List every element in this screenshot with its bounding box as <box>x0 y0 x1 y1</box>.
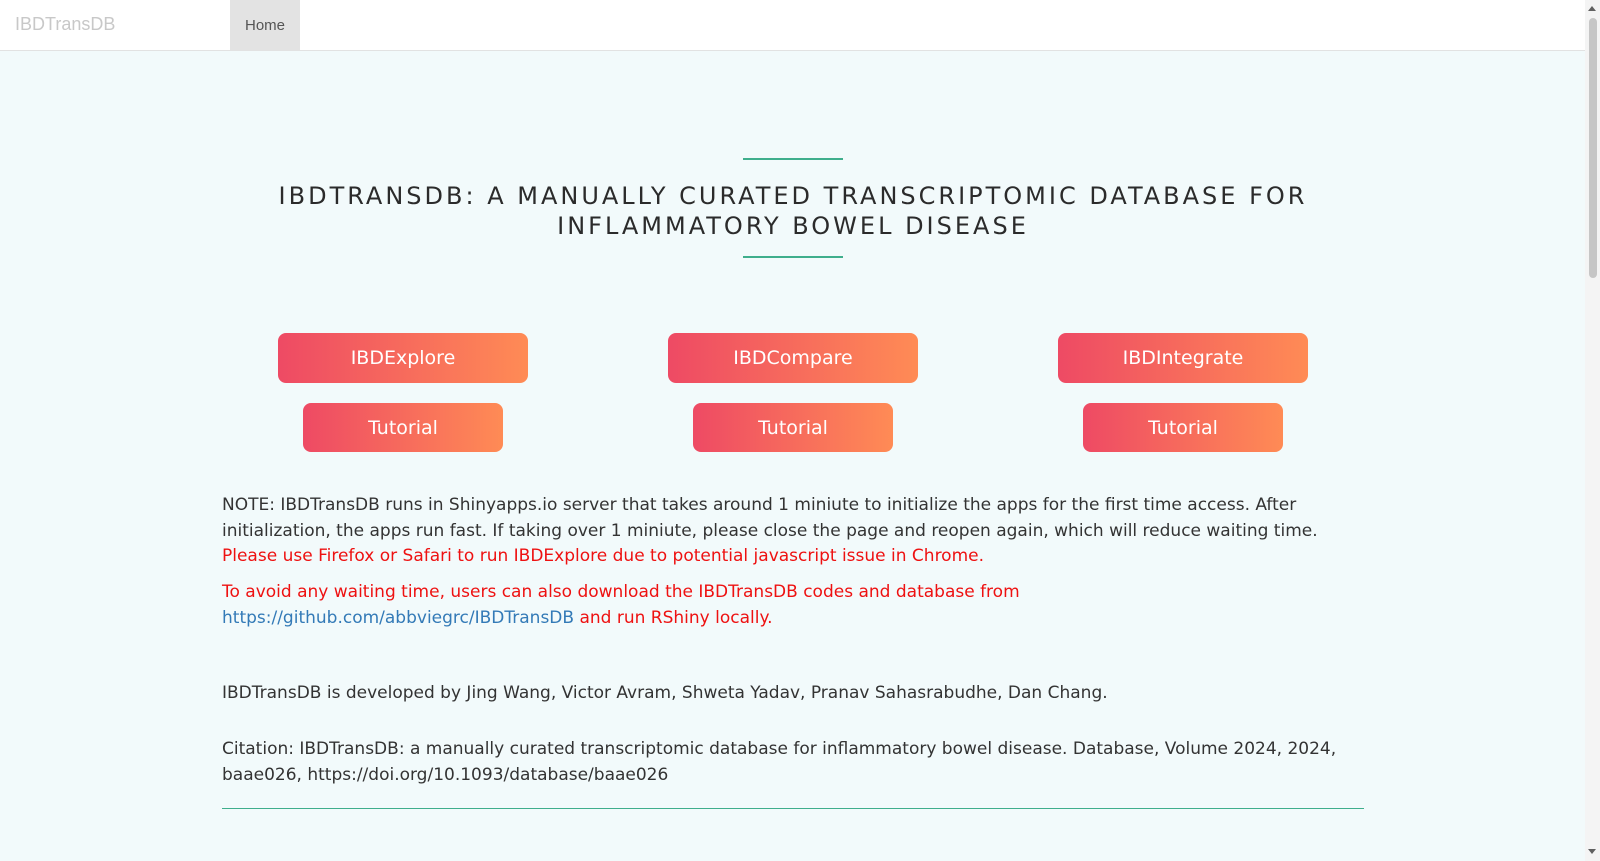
note-paragraph <box>222 493 1364 570</box>
ibdcompare-button[interactable]: IBDCompare <box>668 333 918 383</box>
scroll-up-arrow-icon[interactable] <box>1588 6 1596 11</box>
note-text: NOTE: IBDTransDB runs in Shinyapps.io server that takes around 1 miniute to initialize the apps for the first time access. After initialization, the apps run fast. If taking over 1 miniute, please close the page and reopen again, which will reduce waiting time. <box>222 495 1318 541</box>
nav-tab-home[interactable]: Home <box>230 0 300 50</box>
title-top-divider <box>743 158 843 160</box>
citation-text: Citation: IBDTransDB: a manually curated transcriptomic database for inflammatory bowel disease. Database, Volume 2024, 2024, baae026, https://doi.org/10.1093/database/baae026 <box>222 739 1337 785</box>
developers-text: IBDTransDB is developed by Jing Wang, Victor Avram, Shweta Yadav, Pranav Sahasrabudhe, Dan Chang. <box>222 683 1108 703</box>
title-bottom-divider <box>743 256 843 258</box>
ibdcompare-tutorial-button[interactable]: Tutorial <box>693 403 893 452</box>
page-title-line1: IBDTRANSDB: A MANUALLY CURATED TRANSCRIPTOMIC DATABASE FOR <box>278 182 1308 210</box>
ibdintegrate-tutorial-button[interactable]: Tutorial <box>1083 403 1283 452</box>
brand-title[interactable]: IBDTransDB <box>15 14 116 34</box>
download-paragraph <box>222 580 1364 631</box>
ibdexplore-button[interactable]: IBDExplore <box>278 333 528 383</box>
footer-divider <box>222 808 1364 809</box>
scrollbar-thumb[interactable] <box>1589 18 1597 278</box>
page-title <box>222 181 1364 241</box>
browser-warning-text: Please use Firefox or Safari to run IBDExplore due to potential javascript issue in Chrome. <box>222 546 985 566</box>
page-title-line2: INFLAMMATORY BOWEL DISEASE <box>557 212 1029 240</box>
download-text: To avoid any waiting time, users can also download the IBDTransDB codes and database from <box>222 582 1020 602</box>
scrollbar[interactable] <box>1585 0 1600 861</box>
scroll-down-arrow-icon[interactable] <box>1588 849 1596 854</box>
ibdexplore-tutorial-button[interactable]: Tutorial <box>303 403 503 452</box>
github-link[interactable]: https://github.com/abbviegrc/IBDTransDB <box>222 607 575 628</box>
ibdintegrate-button[interactable]: IBDIntegrate <box>1058 333 1308 383</box>
download-text-end: and run RShiny locally. <box>579 607 773 628</box>
navbar <box>0 0 1585 51</box>
